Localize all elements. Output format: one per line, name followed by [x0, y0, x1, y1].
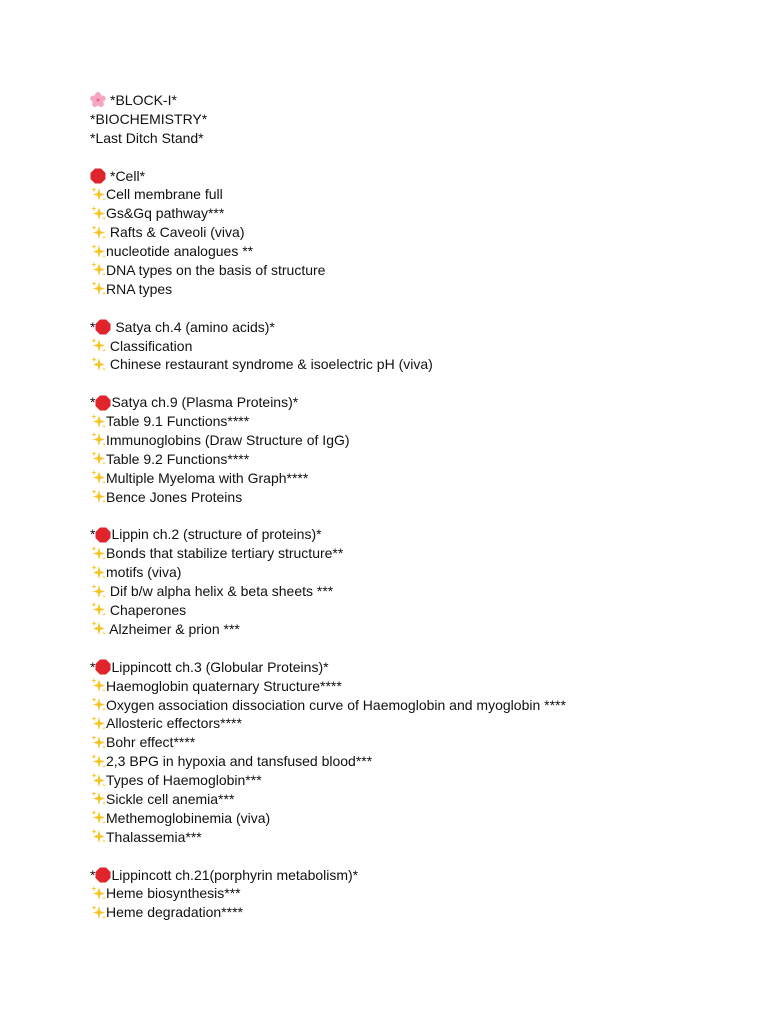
section-title: * Satya ch.4 (amino acids)*: [90, 318, 275, 335]
section-title-text: Lippincott ch.3 (Globular Proteins)*: [111, 658, 329, 675]
list-item: [90, 450, 750, 469]
list-item-text: Multiple Myeloma with Graph****: [106, 469, 309, 486]
stop-sign-icon: [95, 527, 111, 543]
section-title: * Lippincott ch.3 (Globular Proteins)*: [90, 658, 329, 675]
list-item: [90, 223, 750, 242]
list-item: [90, 752, 750, 771]
list-item: [90, 601, 750, 620]
header-line-block: [90, 91, 750, 110]
sparkles-icon: [90, 716, 106, 732]
list-item: [90, 884, 750, 903]
list-item-text: Table 9.2 Functions****: [106, 450, 250, 467]
list-item-text: RNA types: [106, 280, 173, 297]
sparkles-icon: [90, 262, 106, 278]
sparkles-icon: [90, 678, 106, 694]
section-title-text: *Cell*: [110, 167, 146, 184]
sparkles-icon: [90, 225, 106, 241]
section-title-text: Satya ch.4 (amino acids)*: [111, 318, 275, 335]
list-item: [90, 771, 750, 790]
cherry-blossom-icon: [90, 92, 106, 108]
stop-sign-icon: [95, 319, 111, 335]
sparkles-icon: [90, 357, 106, 373]
sparkles-icon: [90, 735, 106, 751]
list-item: [90, 733, 750, 752]
list-item-text: Allosteric effectors****: [106, 715, 242, 732]
sparkles-icon: [90, 281, 106, 297]
stop-sign-icon: [90, 168, 106, 184]
list-item-text: 2,3 BPG in hypoxia and tansfused blood***: [106, 753, 373, 770]
document-body: [90, 91, 750, 922]
list-item: [90, 563, 750, 582]
header-block-title: *BLOCK-I*: [110, 92, 177, 108]
list-item: [90, 242, 750, 261]
header-subject-title: *BIOCHEMISTRY*: [90, 110, 208, 127]
header-subtitle: *Last Ditch Stand*: [90, 129, 204, 146]
list-item: [90, 696, 750, 715]
list-item: [90, 412, 750, 431]
sparkles-icon: [90, 244, 106, 260]
sparkles-icon: [90, 697, 106, 713]
stop-sign-icon: [95, 867, 111, 883]
sparkles-icon: [90, 773, 106, 789]
list-item: [90, 355, 750, 374]
list-item: [90, 544, 750, 563]
list-item: [90, 204, 750, 223]
list-item: [90, 469, 750, 488]
list-item: [90, 261, 750, 280]
list-item-text: DNA types on the basis of structure: [106, 262, 326, 279]
list-item: [90, 828, 750, 847]
list-item: [90, 677, 750, 696]
sparkles-icon: [90, 602, 106, 618]
list-item-text: Heme biosynthesis***: [106, 885, 241, 902]
section-title: * Satya ch.9 (Plasma Proteins)*: [90, 394, 299, 411]
list-item-text: Haemoglobin quaternary Structure****: [106, 677, 342, 694]
section-title-text: Satya ch.9 (Plasma Proteins)*: [111, 394, 299, 411]
list-item-text: Thalassemia***: [106, 828, 202, 845]
list-item-text: Rafts & Caveoli (viva): [106, 224, 245, 241]
stop-sign-icon: [95, 395, 111, 411]
list-item-text: Gs&Gq pathway***: [106, 205, 225, 222]
list-item: [90, 809, 750, 828]
sparkles-icon: [90, 565, 106, 581]
sparkles-icon: [90, 470, 106, 486]
list-item-text: Immunoglobins (Draw Structure of IgG): [106, 432, 350, 449]
list-item: [90, 582, 750, 601]
sparkles-icon: [90, 886, 106, 902]
list-item-text: nucleotide analogues **: [106, 243, 254, 260]
header-line-subject: [90, 110, 750, 129]
sparkles-icon: [90, 414, 106, 430]
list-item-text: Chinese restaurant syndrome & isoelectric pH (viva): [106, 356, 433, 373]
section-title-text: Lippincott ch.21(porphyrin metabolism)*: [111, 866, 359, 883]
list-item: [90, 903, 750, 922]
list-item-text: Table 9.1 Functions****: [106, 413, 250, 430]
list-item: [90, 185, 750, 204]
list-item-text: Classification: [106, 337, 193, 354]
sparkles-icon: [90, 905, 106, 921]
list-item: [90, 790, 750, 809]
list-item-text: Dif b/w alpha helix & beta sheets ***: [106, 583, 334, 600]
list-item-text: Chaperones: [106, 602, 187, 619]
section-title: [90, 167, 750, 186]
sparkles-icon: [90, 829, 106, 845]
section-title: * Lippin ch.2 (structure of proteins)*: [90, 526, 322, 543]
sparkles-icon: [90, 206, 106, 222]
list-item: [90, 431, 750, 450]
list-item-text: Bence Jones Proteins: [106, 488, 243, 505]
sparkles-icon: [90, 754, 106, 770]
sparkles-icon: [90, 621, 106, 637]
list-item-text: motifs (viva): [106, 564, 182, 581]
list-item-text: Types of Haemoglobin***: [106, 772, 262, 789]
list-item-text: Cell membrane full: [106, 186, 223, 203]
list-item-text: Sickle cell anemia***: [106, 790, 235, 807]
sparkles-icon: [90, 432, 106, 448]
sparkles-icon: [90, 584, 106, 600]
list-item-text: Heme degradation****: [106, 904, 243, 921]
section-title-text: Lippin ch.2 (structure of proteins)*: [111, 526, 322, 543]
list-item: [90, 488, 750, 507]
sparkles-icon: [90, 338, 106, 354]
sparkles-icon: [90, 489, 106, 505]
sparkles-icon: [90, 791, 106, 807]
list-item: [90, 337, 750, 356]
header-line-subtitle: [90, 129, 750, 148]
list-item-text: Alzheimer & prion ***: [106, 620, 240, 637]
sparkles-icon: [90, 451, 106, 467]
list-item: [90, 714, 750, 733]
list-item: [90, 620, 750, 639]
list-item-text: Methemoglobinemia (viva): [106, 809, 271, 826]
list-item-text: Bonds that stabilize tertiary structure**: [106, 545, 344, 562]
sparkles-icon: [90, 187, 106, 203]
sparkles-icon: [90, 810, 106, 826]
stop-sign-icon: [95, 659, 111, 675]
sparkles-icon: [90, 546, 106, 562]
section-title: * Lippincott ch.21(porphyrin metabolism)*: [90, 866, 359, 883]
list-item: [90, 280, 750, 299]
list-item-text: Bohr effect****: [106, 734, 196, 751]
list-item-text: Oxygen association dissociation curve of Haemoglobin and myoglobin ****: [106, 696, 566, 713]
